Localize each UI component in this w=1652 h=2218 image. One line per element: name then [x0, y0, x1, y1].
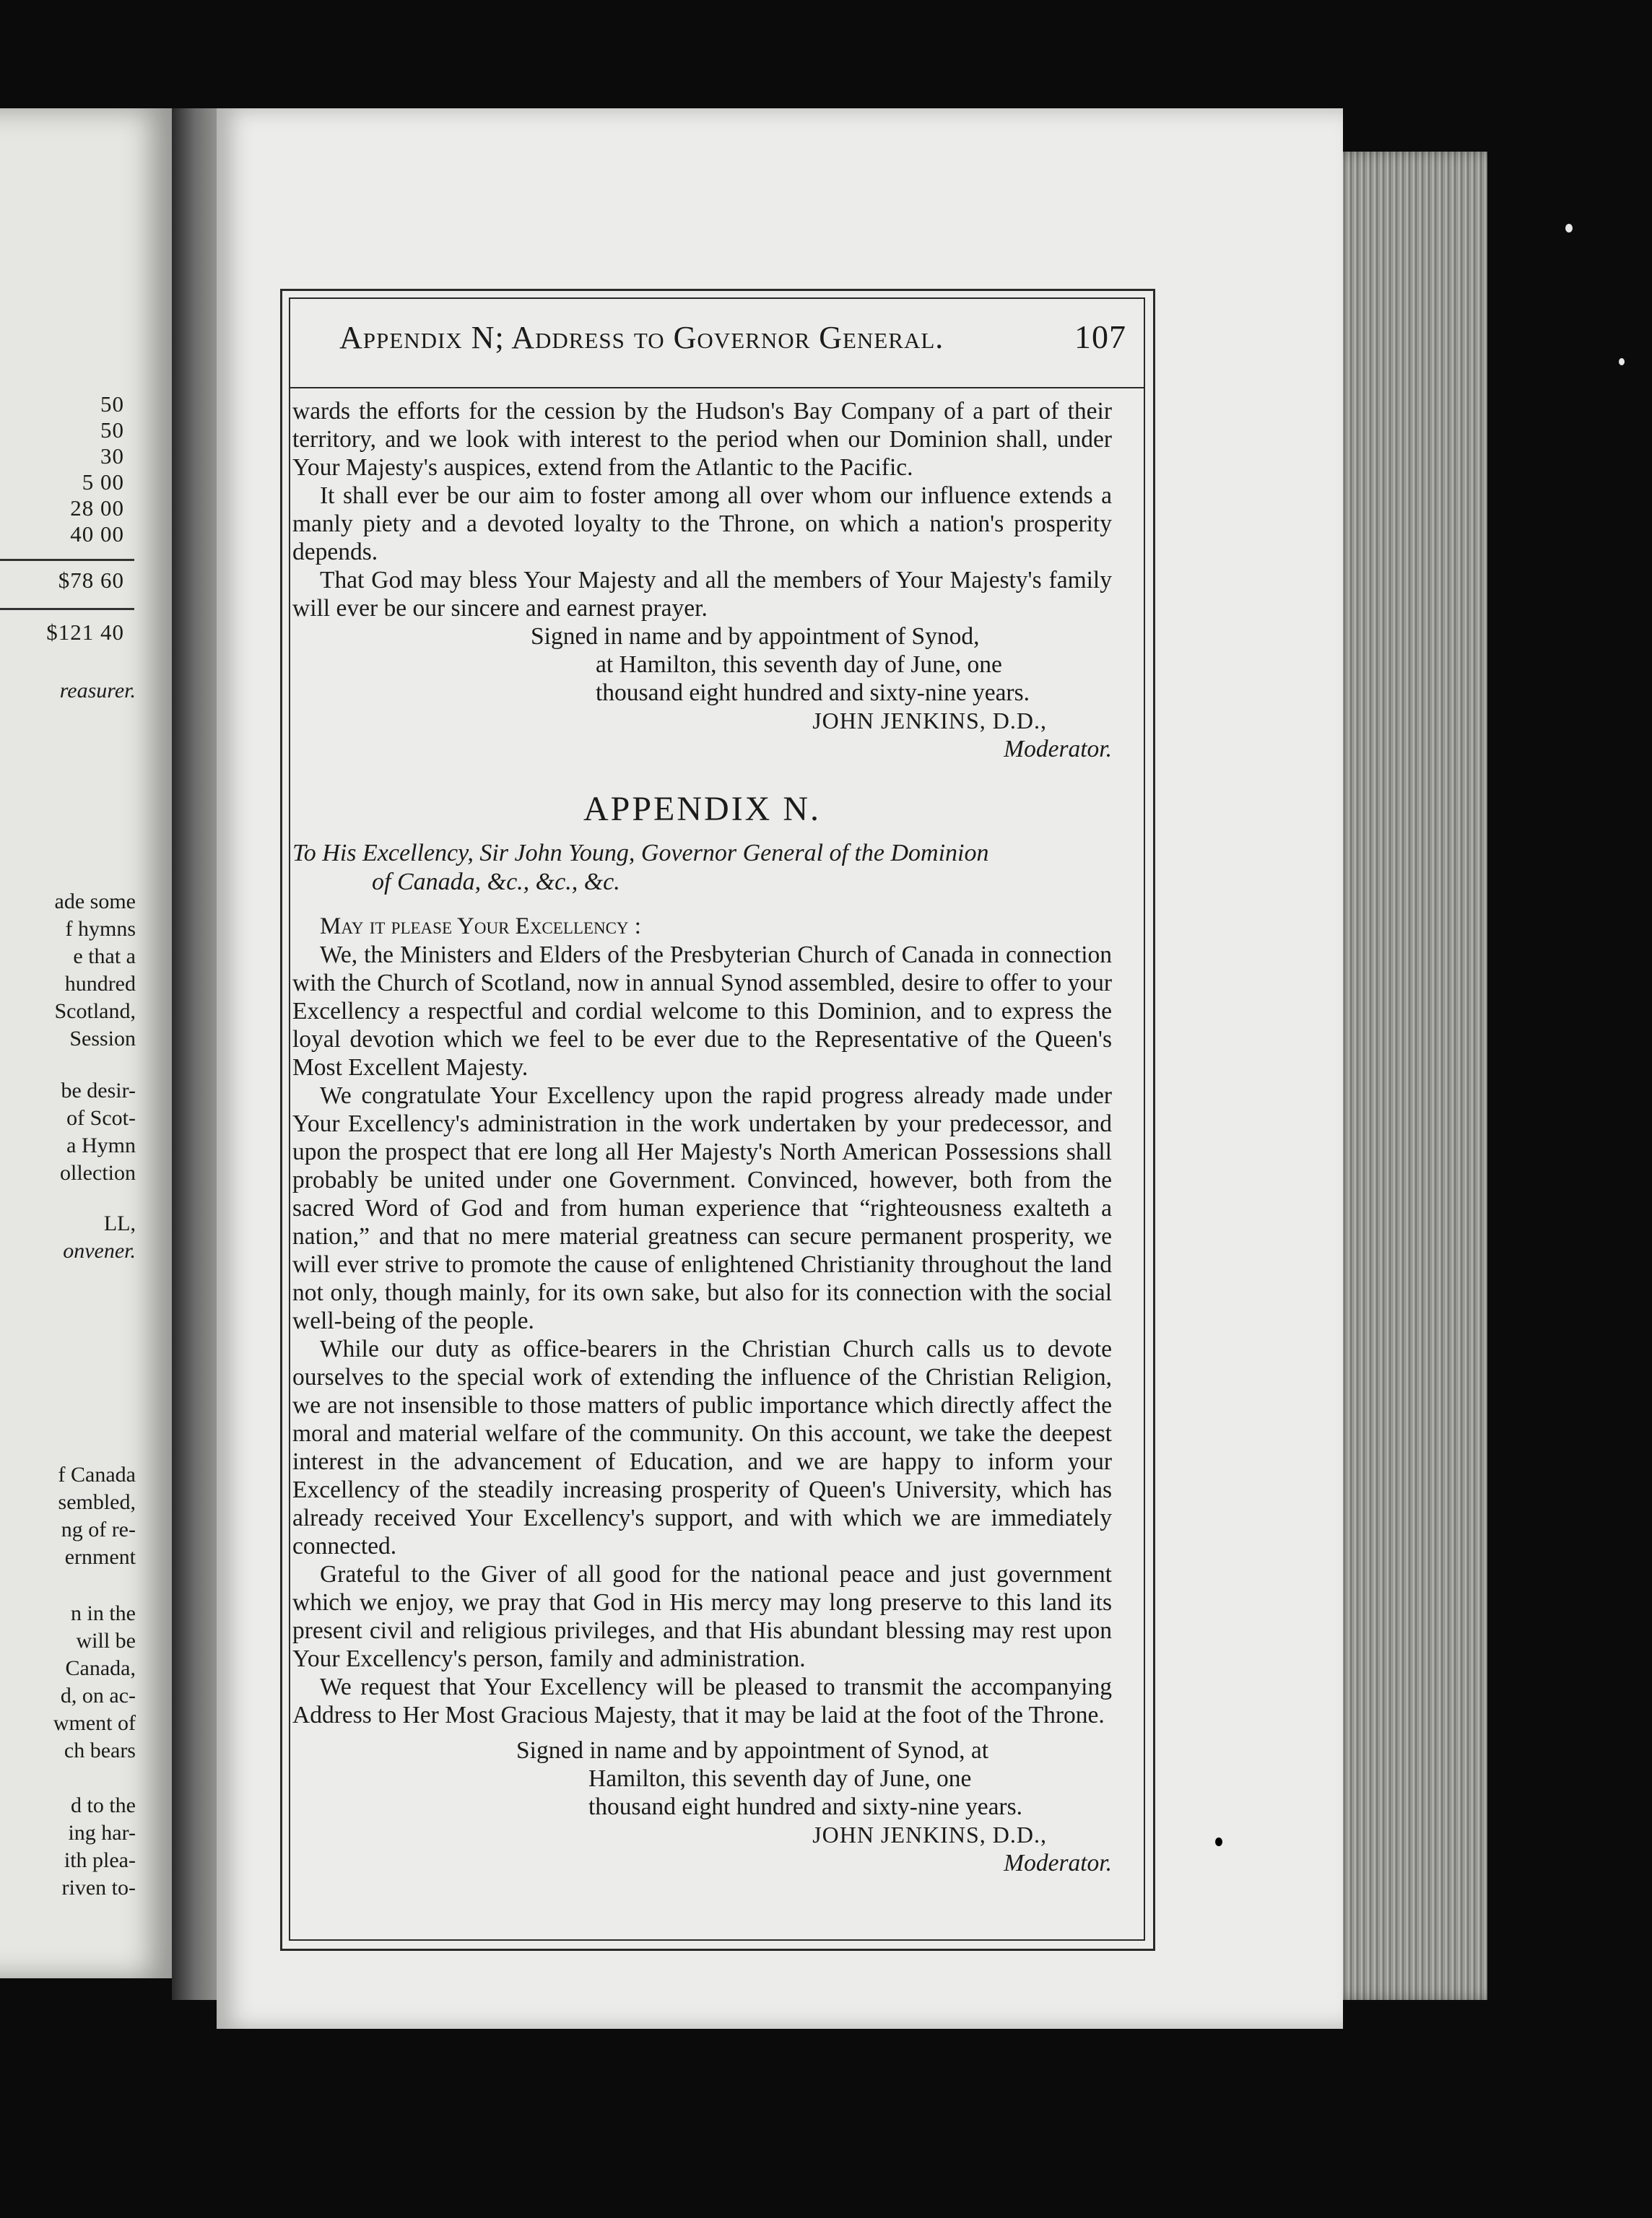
text-fragment: will be	[76, 1629, 136, 1653]
text-fragment: Canada,	[65, 1656, 136, 1680]
signature-line: at Hamilton, this seventh day of June, one	[596, 651, 1002, 678]
text-fragment: Scotland,	[54, 999, 136, 1023]
text-fragment: ernment	[64, 1545, 136, 1569]
paragraph: We, the Ministers and Elders of the Presbyterian Church of Canada in connection with the Church of Scotland, now in annual Synod assembled, desire to offer to your Excellency a respectful and cordial welcome to this Dominion, and to express the loyal devotion which we feel to be ever due to the Representative of the Queen's Most Excellent Majesty.	[292, 941, 1112, 1081]
amount: 40 00	[70, 521, 124, 547]
paragraph: It shall ever be our aim to foster among all over whom our influence extends a manly piety and a devoted loyalty to the Throne, on which a nation's prosperity depends.	[292, 482, 1112, 565]
subtotal: $78 60	[58, 567, 124, 593]
signatory-name: JOHN JENKINS, D.D.,	[812, 708, 1047, 734]
text-fragment: a Hymn	[66, 1134, 136, 1157]
address-recipient-line: of Canada, &c., &c., &c.	[372, 869, 620, 895]
amount: 5 00	[82, 469, 124, 495]
amount: 50	[100, 391, 124, 417]
text-fragment: riven to-	[61, 1876, 136, 1900]
paragraph: That God may bless Your Majesty and all the members of Your Majesty's family will ever be our sincere and earnest prayer.	[292, 567, 1112, 622]
text-fragment: sembled,	[58, 1490, 136, 1514]
text-fragment: d to the	[71, 1793, 136, 1817]
amount: 50	[100, 417, 124, 443]
signatory-name: JOHN JENKINS, D.D.,	[812, 1822, 1047, 1848]
text-fragment: ing har-	[68, 1821, 136, 1845]
signature-block	[292, 1736, 1112, 1877]
amount: 30	[100, 443, 124, 469]
signature-line: thousand eight hundred and sixty-nine years.	[588, 1793, 1023, 1820]
text-fragment: ng of re-	[61, 1518, 136, 1541]
paragraph: wards the efforts for the cession by the Hudson's Bay Company of a part of their territory, and we look with interest to the period when our Dominion shall, under Your Majesty's auspices, extend from the Atlantic to the Pacific.	[292, 398, 1112, 481]
header-rule	[289, 387, 1144, 388]
total: $121 40	[46, 619, 124, 645]
address-recipient-line: To His Excellency, Sir John Young, Governor General of the Dominion	[292, 840, 989, 866]
signature-line: Signed in name and by appointment of Synod, at	[516, 1737, 989, 1764]
text-fragment: d, on ac-	[60, 1684, 136, 1708]
page-number: 107	[1074, 318, 1126, 355]
address-recipient	[292, 839, 1112, 897]
text-fragment: be desir-	[61, 1079, 136, 1103]
running-header	[339, 310, 1126, 368]
text-fragment: ollection	[60, 1161, 136, 1185]
signature-line: Signed in name and by appointment of Synod,	[531, 623, 980, 650]
sum-rule	[0, 559, 134, 561]
ink-speck	[1215, 1838, 1222, 1846]
appendix-title: APPENDIX N.	[583, 790, 821, 828]
text-fragment: ch bears	[64, 1739, 136, 1762]
treasurer-label: reasurer.	[59, 679, 136, 703]
paragraph: We congratulate Your Excellency upon the rapid progress already made under Your Excellency's administration in the work undertaken by your predecessor, and upon the prospect that ere long all Her Majesty's North American Possessions shall probably be united under one Government. Convinced, however, both from the sacred Word of God and from human experience that “righteousness exalteth a nation,” and that no mere material greatness can secure permanent prosperity, we will ever strive to promote the cause of enlightened Christianity throughout the land not only, though mainly, for its own sake, but also for its connection with the social well-being of the people.	[292, 1082, 1112, 1334]
text-fragment: hundred	[64, 972, 136, 996]
film-speck	[1619, 358, 1625, 365]
paragraph: We request that Your Excellency will be pleased to transmit the accompanying Address to Her Most Gracious Majesty, that it may be laid at the foot of the Throne.	[292, 1674, 1112, 1728]
signature-line: Hamilton, this seventh day of June, one	[588, 1765, 972, 1792]
text-fragment: Session	[69, 1027, 136, 1051]
text-fragment: n in the	[71, 1601, 136, 1625]
text-fragment: of Scot-	[66, 1106, 136, 1130]
text-fragment: wment of	[53, 1711, 136, 1735]
signature-line: thousand eight hundred and sixty-nine years.	[596, 679, 1030, 706]
signatory-role: Moderator.	[1004, 736, 1112, 762]
paragraph: Grateful to the Giver of all good for the national peace and just government which we enjoy, we pray that God in His mercy may long preserve to this land its present civil and religious privileges, and that His abundant blessing may rest upon Your Excellency's person, family and administration.	[292, 1561, 1112, 1672]
amount: 28 00	[70, 495, 124, 521]
film-speck	[1565, 224, 1573, 232]
signature-block	[292, 622, 1112, 763]
running-header-title: Appendix N; Address to Governor General.	[339, 320, 944, 355]
text-fragment: LL,	[103, 1212, 136, 1235]
text-fragment: e that a	[73, 944, 136, 968]
page-body	[292, 397, 1112, 1877]
text-fragment: onvener.	[63, 1239, 136, 1263]
text-fragment: f hymns	[65, 917, 136, 941]
signatory-role: Moderator.	[1004, 1850, 1112, 1876]
previous-page	[0, 108, 173, 1978]
sum-rule	[0, 608, 134, 610]
salutation: May it please Your Excellency :	[320, 913, 641, 939]
text-fragment: ade some	[54, 890, 136, 913]
paragraph: While our duty as office-bearers in the Christian Church calls us to devote ourselves to the special work of extending the influence of the Christian Religion, we are not insensible to those matters of public importance which directly affect the moral and material welfare of the community. On this account, we take the deepest interest in the advancement of Education, and we are happy to inform your Excellency of the steadily increasing prosperity of Queen's University, which has already received Your Excellency's support, and with which we are immediately connected.	[292, 1336, 1112, 1560]
text-fragment: f Canada	[58, 1463, 136, 1487]
text-fragment: ith plea-	[64, 1848, 136, 1872]
